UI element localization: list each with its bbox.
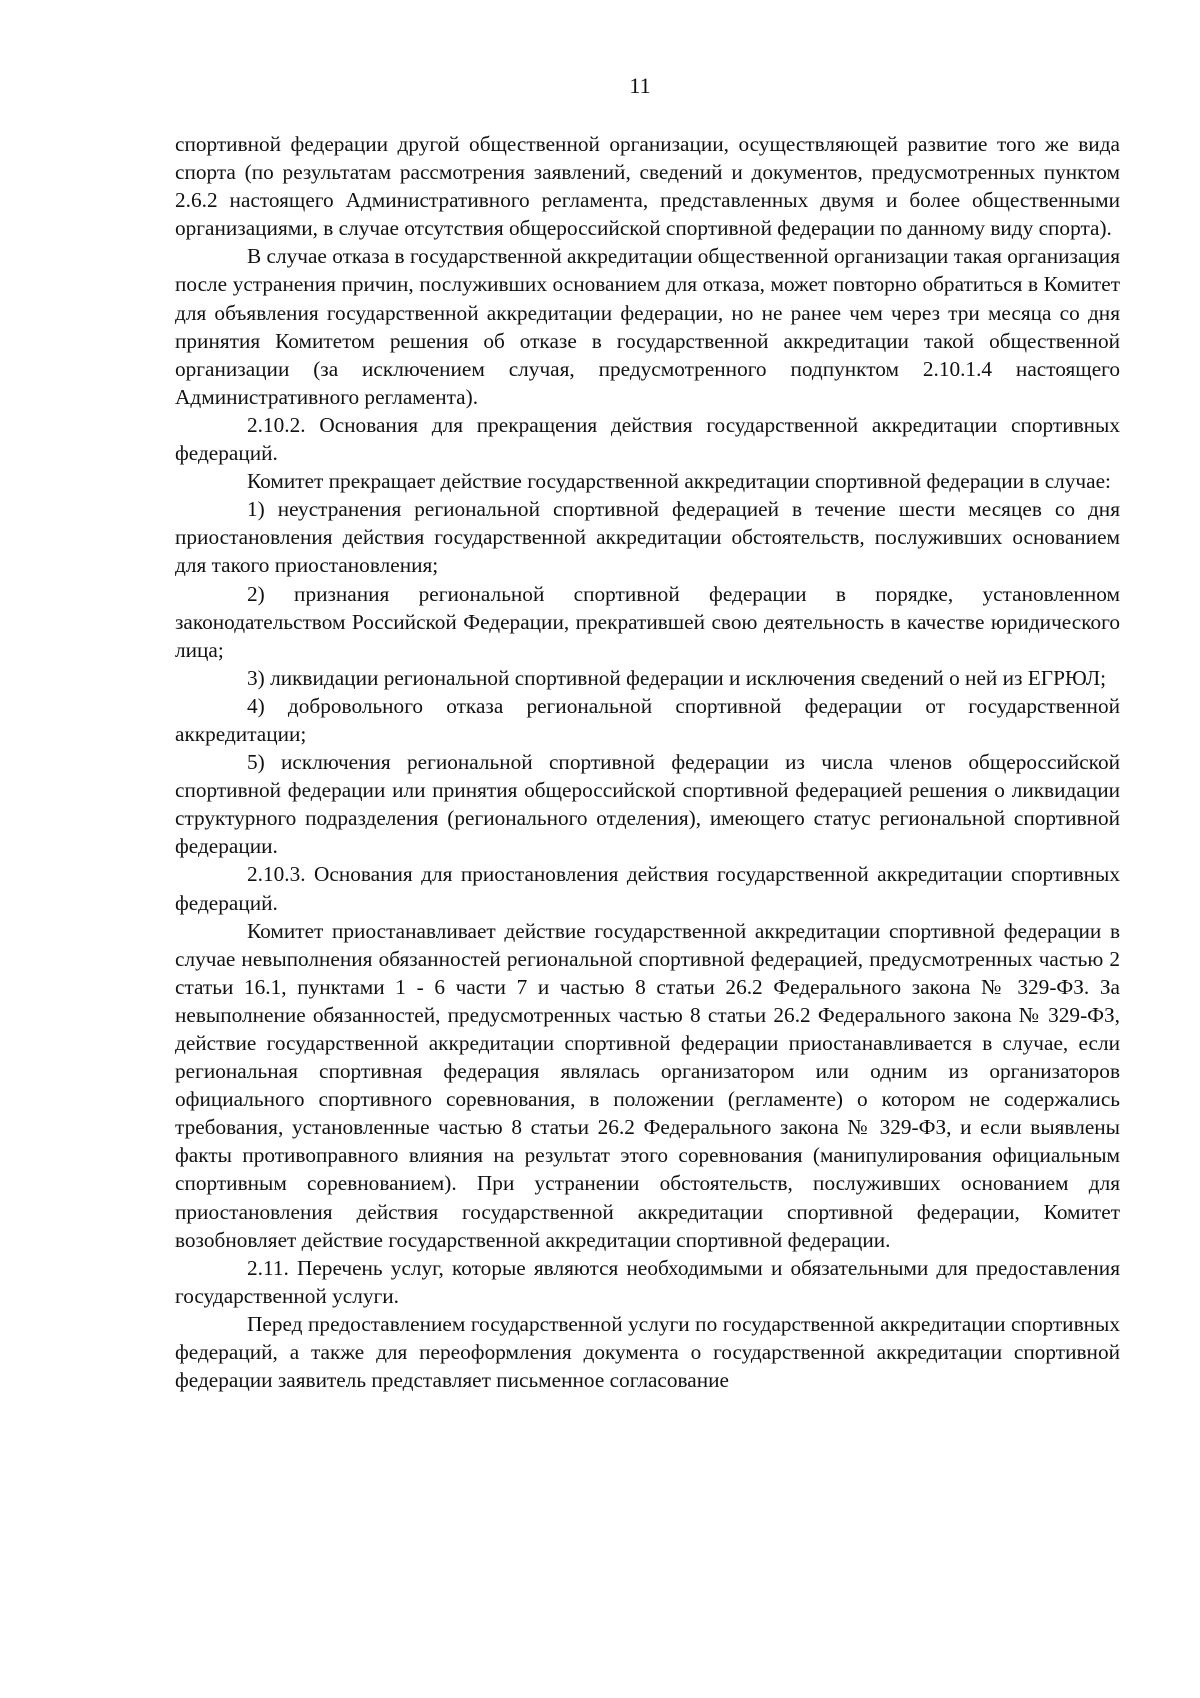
page-number: 11 bbox=[629, 73, 651, 98]
list-item-4: 4) добровольного отказа региональной спортивной федерации от государственной аккредитации; bbox=[175, 693, 1120, 746]
paragraph-prior-approval: Перед предоставлением государственной услуги по государственной аккредитации спортивных федераций, а также для переоформления документа о государственной аккредитации спортивной федерации заявитель представляет письменное согласование bbox=[175, 1311, 1120, 1393]
list-item-3: 3) ликвидации региональной спортивной федерации и исключения сведений о ней из ЕГРЮЛ; bbox=[247, 665, 1107, 690]
list-item-5: 5) исключения региональной спортивной федерации из числа членов общероссийской спортивной федерации или принятия общероссийской спортивной федерацией решения о ликвидации структурного подразделения (регионального отделения), имеющего статус региональной спортивной федерации. bbox=[175, 750, 1120, 859]
section-heading-2-10-2: 2.10.2. Основания для прекращения действия государственной аккредитации спортивных федераций. bbox=[175, 412, 1120, 466]
document-body bbox=[175, 130, 1120, 1394]
paragraph-termination-intro: Комитет прекращает действие государственной аккредитации спортивной федерации в случае: bbox=[247, 469, 1111, 494]
list-item-2: 2) признания региональной спортивной федерации в порядке, установленном законодательством Российской Федерации, прекратившей свою деятельность в качестве юридического лица; bbox=[175, 581, 1120, 662]
section-heading-2-10-3: 2.10.3. Основания для приостановления действия государственной аккредитации спортивных федераций. bbox=[175, 862, 1120, 915]
section-heading-2-11: 2.11. Перечень услуг, которые являются необходимыми и обязательными для предоставления государственной услуги. bbox=[175, 1255, 1120, 1308]
paragraph-refusal-reapply: В случае отказа в государственной аккредитации общественной организации такая организация после устранения причин, послуживших основанием для отказа, может повторно обратиться в Комитет для объявления государственной аккредитации федерации, но не ранее чем через три месяца со дня принятия Комитетом решения об отказе в государственной аккредитации такой общественной организации (за исключением случая, предусмотренного подпунктом 2.10.1.4 настоящего Административного регламента). bbox=[175, 244, 1120, 409]
paragraph-continuation: спортивной федерации другой общественной организации, осуществляющей развитие того же вида спорта (по результатам рассмотрения заявлений, сведений и документов, предусмотренных пунктом 2.6.2 настоящего Административного регламента, представленных двумя и более общественными организациями, в случае отсутствия общероссийской спортивной федерации по данному виду спорта). bbox=[175, 132, 1120, 241]
list-item-1: 1) неустранения региональной спортивной федерацией в течение шести месяцев со дня приостановления действия государственной аккредитации обстоятельств, послуживших основанием для такого приостановления; bbox=[175, 497, 1120, 578]
paragraph-suspension: Комитет приостанавливает действие государственной аккредитации спортивной федерации в случае невыполнения обязанностей региональной спортивной федерацией, предусмотренных частью 2 статьи 16.1, пунктами 1 - 6 части 7 и частью 8 статьи 26.2 Федерального закона № 329-ФЗ. За невыполнение обязанностей, предусмотренных частью 8 статьи 26.2 Федерального закона № 329-ФЗ, действие государственной аккредитации спортивной федерации приостанавливается в случае, если региональная спортивная федерация являлась организатором или одним из организаторов официального спортивного соревнования, в положении (регламенте) о котором не содержались требования, установленные частью 8 статьи 26.2 Федерального закона № 329-ФЗ, и если выявлены факты противоправного влияния на результат этого соревнования (манипулирования официальным спортивным соревнованием). При устранении обстоятельств, послуживших основанием для приостановления действия государственной аккредитации спортивной федерации, Комитет возобновляет действие государственной аккредитации спортивной федерации. bbox=[175, 918, 1120, 1252]
